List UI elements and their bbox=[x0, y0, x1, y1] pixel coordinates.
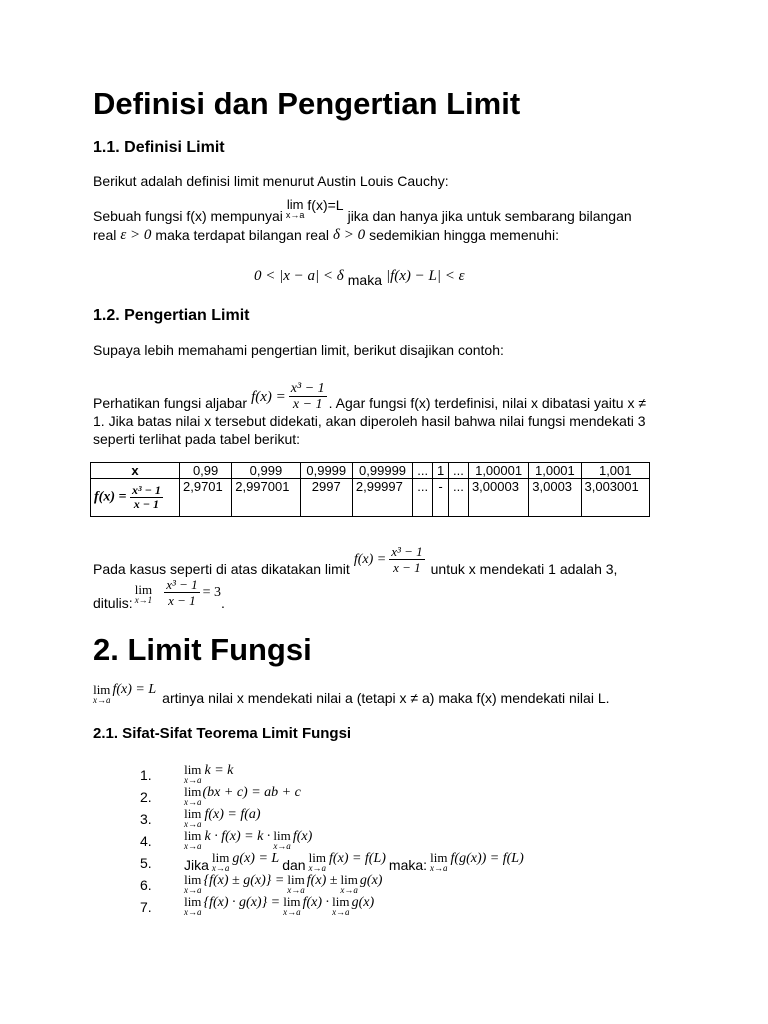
table-cell: 1,0001 bbox=[529, 463, 581, 479]
table-cell: 3,00003 bbox=[468, 479, 528, 517]
table-cell: 0,9999 bbox=[300, 463, 352, 479]
table-cell: ... bbox=[449, 463, 469, 479]
table-cell: 0,99 bbox=[180, 463, 232, 479]
list-item: 6. lim x→a {f(x) ± g(x)} = lim x→a f(x) ± lim x→a g(x) bbox=[140, 872, 383, 895]
table-cell: - bbox=[433, 479, 449, 517]
limit-properties-list bbox=[140, 764, 524, 918]
delta-condition: δ > 0 bbox=[332, 227, 366, 243]
table-cell: 1,001 bbox=[581, 463, 650, 479]
table-cell: 2,9701 bbox=[180, 479, 232, 517]
paragraph-contoh-intro: Supaya lebih memahami pengertian limit, berikut disajikan contoh: bbox=[93, 342, 504, 358]
table-row bbox=[91, 463, 650, 479]
limit-notation: lim x→a bbox=[285, 197, 305, 220]
paragraph-intro: Berikut adalah definisi limit menurut Austin Louis Cauchy: bbox=[93, 173, 449, 189]
section-heading-sifat: 2.1. Sifat-Sifat Teorema Limit Fungsi bbox=[93, 725, 352, 742]
function-formula: f(x) = $\frac{\text{x³ − 1}}{x - 1}$ bbox=[251, 381, 325, 412]
table-cell: 3,0003 bbox=[529, 479, 581, 517]
table-cell: 3,003001 bbox=[581, 479, 650, 517]
table-row bbox=[91, 479, 650, 517]
list-item: 4. lim x→a k · f(x) = k · lim x→a f(x) bbox=[140, 828, 313, 851]
paragraph-limit-fungsi: lim x→a f(x) = L artinya nilai x mendekati nilai a (tetapi x ≠ a) maka f(x) mendekati nilai L. bbox=[93, 682, 610, 706]
section-heading-definisi: 1.1. Definisi Limit bbox=[93, 139, 225, 156]
list-item: 7. lim x→a {f(x) · g(x)} = lim x→a f(x) · lim x→a g(x) bbox=[140, 894, 375, 917]
limit-notation-x1: lim x→1 bbox=[134, 582, 153, 605]
value-table bbox=[90, 462, 650, 517]
table-cell: 1,00001 bbox=[468, 463, 528, 479]
table-cell: 1 bbox=[433, 463, 449, 479]
page-title: Definisi dan Pengertian Limit bbox=[93, 86, 521, 121]
table-header-fx: f(x) = $\frac{\text{x³ − 1}}{x - 1}$ bbox=[91, 479, 180, 517]
table-cell: 2997 bbox=[300, 479, 352, 517]
paragraph-kasus: Pada kasus seperti di atas dikatakan limit f(x) = $\frac{\text{x³ − 1}}{x - 1}$ untuk x mendekati 1 adalah 3, ditulis: lim x→1 $\frac{\text{x³ − 1}}{x - 1}$ = 3 . bbox=[93, 544, 618, 611]
table-cell: 2,99997 bbox=[352, 479, 412, 517]
table-cell: ... bbox=[449, 479, 469, 517]
list-item: 1. lim x→a k = k bbox=[140, 762, 234, 785]
table-cell: 2,997001 bbox=[232, 479, 300, 517]
list-item: 2. lim x→a (bx + c) = ab + c bbox=[140, 784, 301, 807]
table-cell: ... bbox=[413, 479, 433, 517]
paragraph-definition: Sebuah fungsi f(x) mempunyai lim x→a f(x)=L jika dan hanya jika untuk sembarang bilangan real ε > 0 maka terdapat bilangan real δ > 0 sedemikian hingga memenuhi: bbox=[93, 197, 632, 243]
function-formula-2: f(x) = $\frac{\text{x³ − 1}}{x - 1}$ bbox=[353, 544, 423, 575]
table-header-x: x bbox=[91, 463, 180, 479]
list-item: 5. Jika lim x→a g(x) = L dan lim x→a f(x) = f(L) maka: lim x→a f(g(x)) = f(L) bbox=[140, 850, 524, 873]
section-title-limit-fungsi: 2. Limit Fungsi bbox=[93, 632, 312, 667]
epsilon-condition: ε > 0 bbox=[120, 227, 152, 243]
limit-notation: lim x→a bbox=[93, 682, 111, 705]
table-cell: 0,99999 bbox=[352, 463, 412, 479]
limit-result: $\frac{\text{x³ − 1}}{x - 1}$ = 3 bbox=[166, 577, 222, 608]
table-cell: 0,999 bbox=[232, 463, 300, 479]
list-item: 3. lim x→a f(x) = f(a) bbox=[140, 806, 261, 829]
section-heading-pengertian: 1.2. Pengertian Limit bbox=[93, 307, 250, 324]
paragraph-example: Perhatikan fungsi aljabar f(x) = $\frac{\text{x³ − 1}}{x - 1}$ . Agar fungsi f(x) terdefinisi, nilai x dibatasi yaitu x ≠ 1. Jika batas nilai x tersebut didekati, akan diperoleh hasil bahwa nilai fungsi mendekati 3 seperti terlihat pada tabel berikut: bbox=[93, 381, 647, 447]
table-cell: ... bbox=[413, 463, 433, 479]
cauchy-condition: 0 < |x − a| < δ maka |f(x) − L| < ε bbox=[254, 268, 465, 288]
